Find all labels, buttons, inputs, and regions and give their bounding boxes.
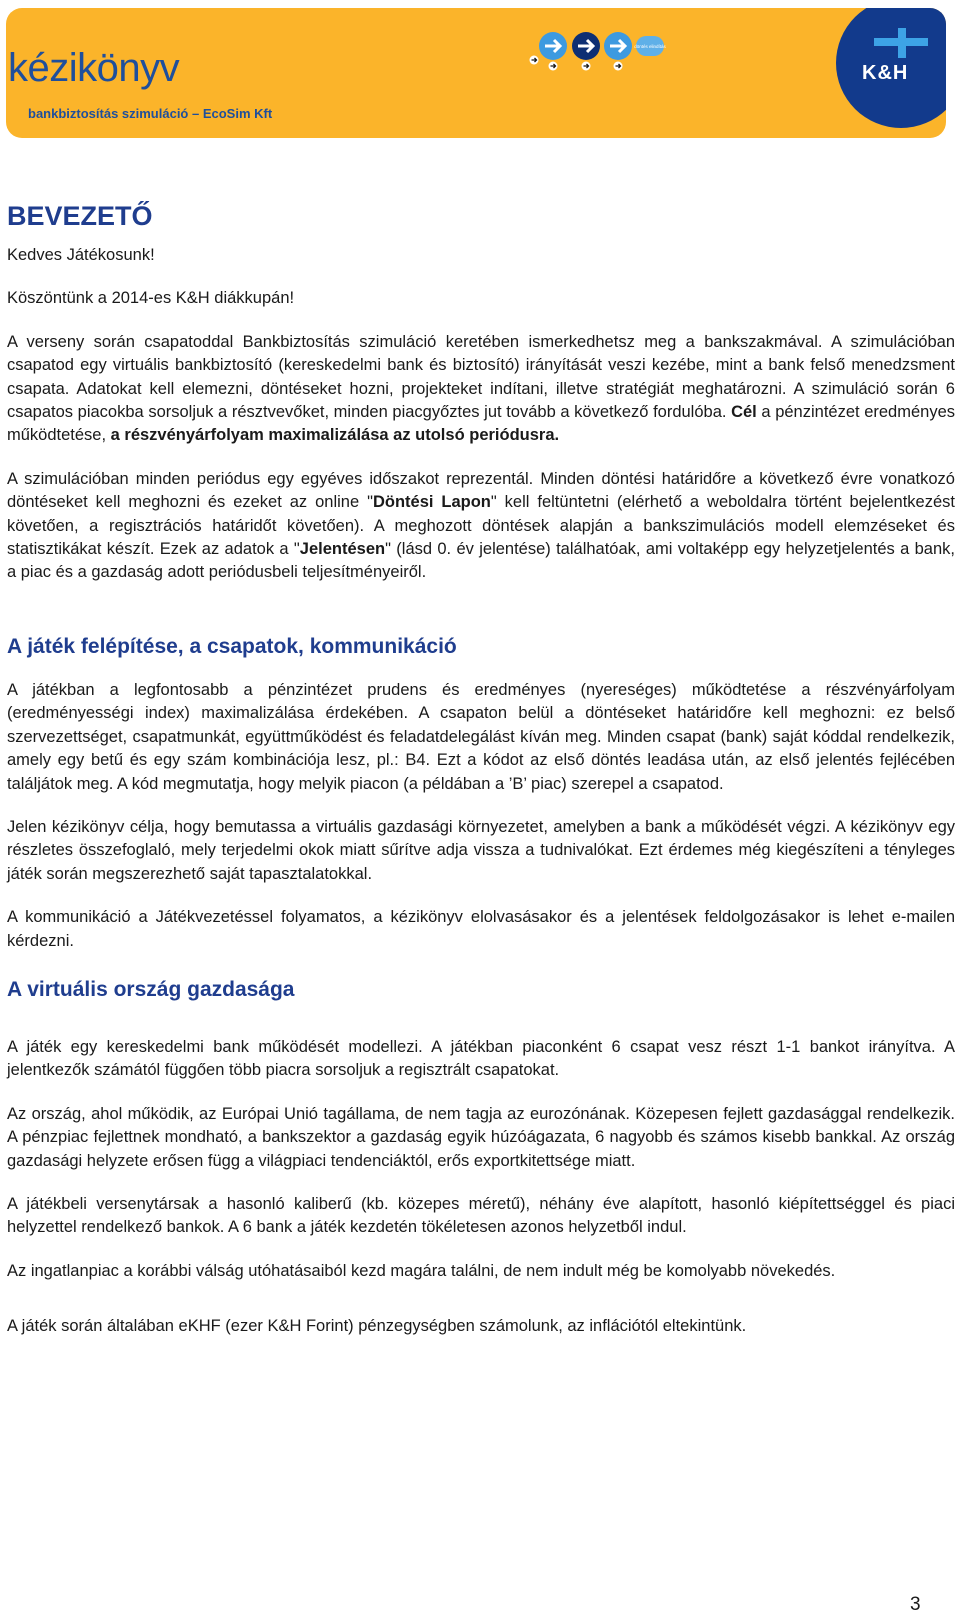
logo-text: K&H [862, 62, 909, 84]
arrow-right-blue-icon [604, 32, 632, 71]
paragraph-periods [7, 468, 955, 585]
text-span: A verseny során csapatoddal Bankbiztosítás szimuláció keretében ismerkedhetsz meg a bankszakmával. A szimulációban csapatod egy virtuális bankbiztosító (kereskedelmi bank és biztosító) irányítását veszi kezébe, mint a bank felső menedzsment csapata. Adatokat kell elemezni, döntéseket hozni, projekteket indítani, illetve stratégiát meghatározni. A szimuláció során 6 csapatos piacokba sorsoljuk a résztvevőket, minden piacgyőztes jut tovább a következő fordulóba. [7, 332, 955, 422]
paragraph-communication: A kommunikáció a Játékvezetéssel folyamatos, a kézikönyv elolvasásakor és a jelentések feldolgozásakor is lehet e-mailen kérdezni. [7, 908, 955, 950]
kh-logo-mark-icon [874, 28, 928, 58]
intro-heading: BEVEZETŐ [7, 201, 153, 231]
document-body [7, 200, 955, 1339]
economy-heading: A virtuális ország gazdasága [7, 977, 295, 1001]
text-span: " kell feltüntetni (elérhető a weboldalra történt bejelentkezést követően, a regisztrációs határidőt követően). A meghozott döntések alapján a bankszimulációs modell elemzéseket és statisztikákat készít. Ezek az adatok a " [7, 493, 955, 559]
document-title: kézikönyv [8, 46, 180, 90]
arrow-right-icon [539, 32, 567, 71]
small-arrow-icon [530, 56, 539, 65]
paragraph-purpose: Jelen kézikönyv célja, hogy bemutassa a virtuális gazdasági környezetet, amelyben a bank a működését végzi. A kézikönyv egy részletes összefoglaló, mely terjedelmi okok miatt sűrítve adja vissza a tudnivalókat. Ezt érdemes még kiegészíteni a tényleges játék során megszerezhető saját tapasztalatokkal. [7, 817, 955, 883]
decision-start-label: döntés elindítás [634, 44, 666, 49]
text-span: A szimulációban minden periódus egy egyéves időszakot reprezentál. Minden döntési határidőre a következő évre vonatkozó döntéseket kell meghozni és ezeket az online " [7, 469, 955, 512]
greeting: Kedves Játékosunk! [7, 246, 155, 264]
welcome-line: Köszöntünk a 2014-es K&H diákkupán! [7, 289, 295, 308]
page-number: 3 [910, 1594, 921, 1615]
paragraph-currency: A játék során általában eKHF (ezer K&H Forint) pénzegységben számolunk, az inflációtól eltekintünk. [7, 1317, 747, 1336]
bold-text: a részvényárfolyam maximalizálása az utolsó periódusra. [110, 426, 560, 445]
paragraph-competitors: A játékbeli versenytársak a hasonló kaliberű (kb. közepes méretű), néhány éve alapított, hasonló kiépítettséggel és piaci helyzettel rendelkező bankok. A 6 bank a játék kezdetén tökéletesen azonos helyzetből indul. [7, 1194, 955, 1237]
bold-text: Döntési Lapon [372, 493, 491, 512]
game-heading: A játék felépítése, a csapatok, kommunikáció [7, 634, 457, 658]
paragraph-model: A játék egy kereskedelmi bank működését modellezi. A játékban piaconként 6 csapat vesz részt 1-1 bankot irányítva. A jelentkezők számától függően több piacra sorsoljuk a regisztrált csapatokat. [7, 1037, 955, 1080]
paragraph-intro [7, 331, 955, 448]
arrow-icons [526, 28, 706, 78]
paragraph-game: A játékban a legfontosabb a pénzintézet prudens és eredményes (nyereséges) működtetése a részvényárfolyam (eredményességi index) maximalizálása érdekében. A csapaton belül a döntéseket határidőre kell meghozni: ez belső szervezettséget, csapatmunkát, együttműködést és feladatdelegálást kíván meg. Minden csapat (bank) saját kóddal rendelkezik, amely egy betű és egy szám kombinációja lesz, pl.: B4. Ezt a kódot az első döntés leadása után, az első jelentés fejlécében találjátok meg. A kód megmutatja, hogy melyik piacon (a példában a ’B’ piac) szerepel a csapatod. [7, 680, 955, 793]
bold-text: Cél [731, 403, 757, 422]
text-span: " (lásd 0. év jelentése) találhatóak, ami voltaképp egy helyzetjelentés a bank, a piac és a gazdaság adott periódusbeli teljesítményeiről. [7, 540, 955, 582]
document-subtitle: bankbiztosítás szimuláció – EcoSim Kft [28, 106, 273, 121]
decision-start-icon [634, 36, 666, 56]
paragraph-real-estate: Az ingatlanpiac a korábbi válság utóhatásaiból kezd magára találni, de nem indult még be komolyabb növekedés. [7, 1261, 836, 1280]
text-span: a pénzintézet eredményes működtetése, [7, 403, 956, 445]
header-banner [6, 8, 946, 138]
arrow-right-dark-icon [572, 32, 600, 71]
paragraph-country: Az ország, ahol működik, az Európai Unió tagállama, de nem tagja az eurozónának. Közepesen fejlett gazdasággal rendelkezik. A pénzpiac fejlettnek mondható, a bankszektor a gazdaság egyik húzóágazata, 6 nagyobb és számos kisebb bankkal. Az ország gazdasági helyzete erősen függ a világpiaci tendenciáktól, erős exportkitettsége miatt. [7, 1104, 955, 1170]
kh-logo [836, 8, 946, 128]
bold-text: Jelentésen [299, 540, 386, 559]
